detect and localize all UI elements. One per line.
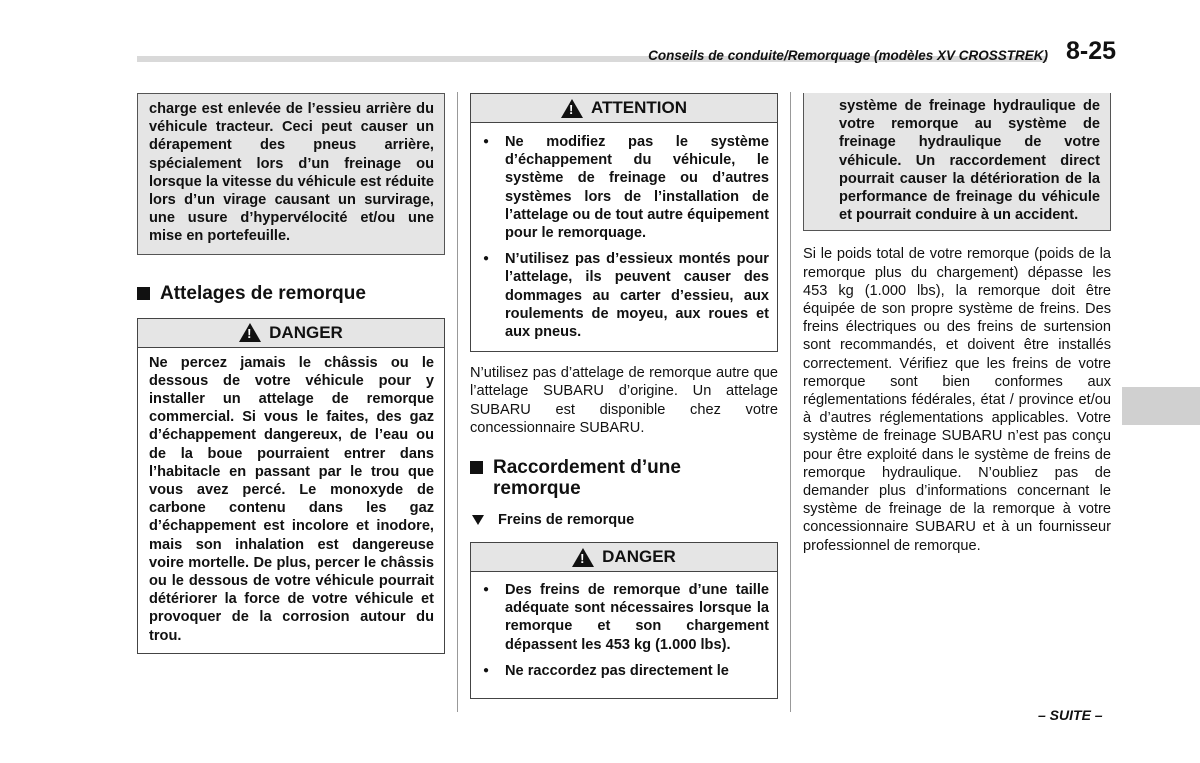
danger-text: Ne percez jamais le châssis ou le dessous de votre véhicule pour y installer un attelage de remorque commercial. Si vous le faites, des gaz d’échappement dangereux, de l’eau ou de la boue pourraient entrer dans l’habitacle en passant par le trou que vous avez percé. Le monoxyde de carbone contenu dans les gaz d’échappement est incolore et inodore, mais son inhalation est dangereuse voire mortelle. De plus, percer le châssis ou le dessous de votre véhicule pourrait détériorer la force de votre véhicule et provoquer de la corrosion autour du trou. [149, 354, 434, 644]
section-heading-attelages [137, 283, 445, 304]
attention-body [470, 123, 778, 352]
page-number: 8-25 [1066, 37, 1117, 65]
danger-item: ● Ne raccordez pas directement le [471, 662, 777, 680]
continued-danger-text: système de freinage hydraulique de votre remorque au système de freinage hydraulique de votre véhicule. Un raccordement direct pourrait causer la détérioration de la performance de freinage du véhicule et pourrait conduire à un accident. [839, 98, 1100, 224]
column-1 [137, 93, 445, 654]
section-heading-raccordement [470, 457, 778, 499]
chapter-side-tab [1122, 387, 1200, 425]
hitch-paragraph: N’utilisez pas d’attelage de remorque autre que l’attelage SUBARU d’origine. Un attelage SUBARU est disponible chez votre concessionnaire SUBARU. [470, 365, 778, 436]
danger-label: DANGER [269, 322, 343, 342]
section-square-icon [470, 461, 483, 474]
attention-item: ● N’utilisez pas d’essieux montés pour l’attelage, ils peuvent causer des dommages au carter d’essieu, aux roulements de moyeu, aux roues et aux pneus. [471, 250, 777, 341]
danger-body [470, 572, 778, 699]
danger-header [470, 542, 778, 572]
subsection-heading-freins [470, 512, 778, 528]
section-heading-text: Attelages de remorque [160, 282, 366, 304]
trailer-brakes-paragraph: Si le poids total de votre remorque (poids de la remorque plus du chargement) dépasse les 453 kg (1.000 lbs), la remorque doit être équipée de son propre système de freins. Des freins électriques ou des freins de surtension sont recommandés, et doivent être installés correctement. Vérifiez que les freins de votre remorque sont bien conformes aux réglementations fédérales, état / province et/ou à d’autres réglementations applicables. Votre système de freinage SUBARU n’est pas conçu pour être exploité dans le système de freins de remorque hydraulique. N’oubliez pas de demander plus d’informations concernant le système de freinage de la remorque à votre concessionnaire SUBARU et à un fournisseur professionnel de remorque. [803, 246, 1111, 554]
subsection-heading-text: Freins de remorque [498, 512, 635, 529]
chapter-title: Conseils de conduite/Remorquage (modèles XV CROSSTREK) [648, 48, 1048, 63]
warning-triangle-icon [572, 548, 594, 567]
attention-label: ATTENTION [590, 98, 687, 117]
attention-item: ● Ne modifiez pas le système d’échappement du véhicule, le système de freinage ou d’autres systèmes lors de l’installation de l’attelage ou de tout autre équipement pour le remorquage. [471, 133, 777, 242]
attention-header [470, 93, 778, 123]
continued-warning-text: charge est enlevée de l’essieu arrière du véhicule tracteur. Ceci peut causer un dérapement des pneus arrière, spécialement lors d’un freinage ou lorsque la vitesse du véhicule est réduite lors d’un virage causant un survirage, une usure d’hypervélocité et/ou une mise en portefeuille. [149, 101, 434, 245]
continued-marker: – SUITE – [1038, 707, 1103, 723]
column-divider-2 [790, 92, 791, 712]
danger-header [137, 318, 445, 348]
section-square-icon [137, 287, 150, 300]
warning-triangle-icon [239, 323, 261, 342]
danger-label: DANGER [602, 547, 676, 567]
warning-triangle-icon [561, 99, 583, 118]
section-heading-text: Raccordement d’une remorque [493, 457, 681, 500]
danger-body [137, 348, 445, 654]
column-3 [803, 93, 1111, 555]
column-2 [470, 93, 778, 699]
triangle-down-icon [472, 515, 484, 525]
continued-warning-box [137, 93, 445, 255]
column-divider-1 [457, 92, 458, 712]
danger-item: ● Des freins de remorque d’une taille adéquate sont nécessaires lorsque la remorque et son chargement dépassent les 453 kg (1.000 lbs). [471, 581, 777, 654]
continued-danger-box [803, 93, 1111, 231]
